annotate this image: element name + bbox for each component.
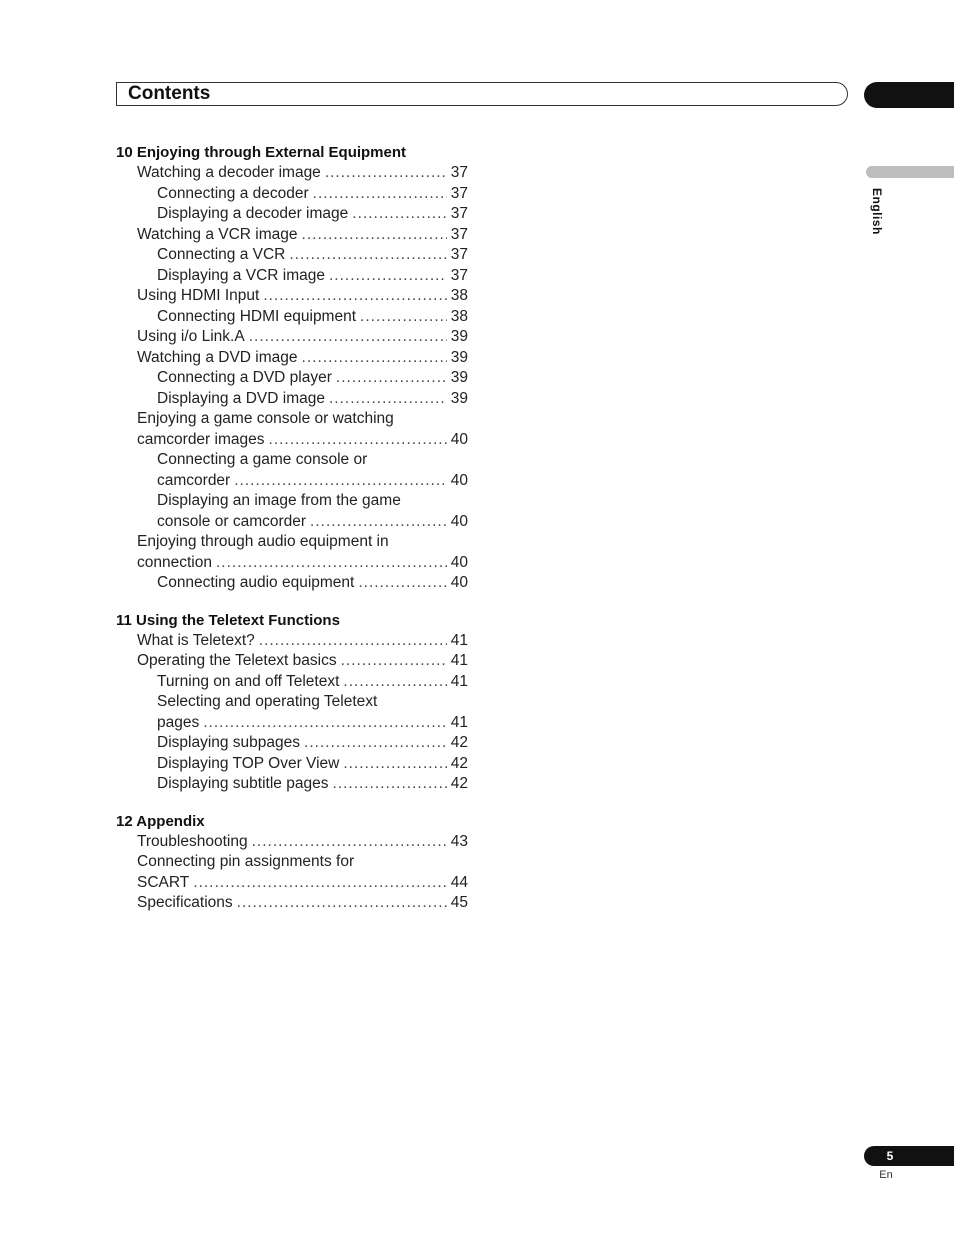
toc-page-number: 37 xyxy=(450,246,468,263)
dot-leader xyxy=(343,672,446,693)
toc-entry-text: Using HDMI Input xyxy=(137,287,260,304)
toc-entry[interactable] xyxy=(116,389,468,410)
toc-entry-text-line1: Displaying an image from the game xyxy=(157,492,401,509)
toc-entry-text-line1: Connecting pin assignments for xyxy=(137,853,355,870)
toc-entry-text: connection xyxy=(137,553,212,571)
toc-page-number: 38 xyxy=(450,307,468,325)
toc-entry[interactable] xyxy=(116,184,468,205)
toc-entry[interactable] xyxy=(116,754,468,775)
toc-page-number: 42 xyxy=(450,754,468,772)
dot-leader xyxy=(329,389,447,410)
dot-leader xyxy=(216,553,447,574)
dot-leader xyxy=(360,307,447,328)
toc-entry-text: SCART xyxy=(137,873,190,891)
header-bar xyxy=(116,82,848,106)
toc-entry-text: console or camcorder xyxy=(157,512,307,530)
toc-page-number: 39 xyxy=(450,328,468,345)
toc-page-number: 40 xyxy=(450,553,468,571)
dot-leader xyxy=(193,873,446,894)
language-tab xyxy=(866,166,954,178)
dot-leader xyxy=(302,225,447,246)
toc-entry-text: Watching a decoder image xyxy=(137,164,321,181)
toc-entry-text-line1: Selecting and operating Teletext xyxy=(157,693,378,710)
toc-page-number: 40 xyxy=(450,512,468,530)
toc-entry[interactable] xyxy=(116,450,468,491)
toc-entry-text: Specifications xyxy=(137,894,233,911)
toc-page-number: 45 xyxy=(450,894,468,911)
toc-entry-text: Connecting a decoder xyxy=(157,184,309,202)
toc-page-number: 42 xyxy=(450,775,468,792)
toc-page-number: 37 xyxy=(450,184,468,202)
toc-entry-text: Displaying subtitle pages xyxy=(157,775,329,792)
toc-entry[interactable] xyxy=(116,672,468,693)
toc-entry-text: Turning on and off Teletext xyxy=(157,672,340,690)
toc-entry-text: Connecting audio equipment xyxy=(157,574,355,591)
toc-entry-text: camcorder images xyxy=(137,430,265,448)
toc-page-number: 41 xyxy=(450,652,468,669)
toc-entry[interactable] xyxy=(116,204,468,225)
toc-entry[interactable] xyxy=(116,692,468,733)
toc-page-number: 38 xyxy=(450,287,468,304)
toc-page-number: 37 xyxy=(450,225,468,243)
toc-entry[interactable] xyxy=(116,491,468,532)
toc-entry-text: pages xyxy=(157,713,200,731)
toc-entry[interactable] xyxy=(116,286,468,307)
language-label: English xyxy=(870,188,884,235)
toc-entry[interactable] xyxy=(116,368,468,389)
dot-leader xyxy=(343,754,446,775)
page-title: Contents xyxy=(128,83,211,104)
dot-leader xyxy=(358,573,446,594)
toc-entry[interactable] xyxy=(116,631,468,652)
toc-page-number: 40 xyxy=(450,430,468,448)
toc-page-number: 41 xyxy=(450,672,468,690)
toc-entry-text: What is Teletext? xyxy=(137,631,255,649)
dot-leader xyxy=(234,471,447,492)
section-title: 11 Using the Teletext Functions xyxy=(116,611,340,629)
toc-section xyxy=(116,812,468,914)
toc-entry[interactable] xyxy=(116,409,468,450)
toc-section xyxy=(116,143,468,594)
toc-page-number: 41 xyxy=(450,713,468,731)
toc-entry[interactable] xyxy=(116,774,468,795)
toc-entry-text: Displaying a VCR image xyxy=(157,266,325,284)
dot-leader xyxy=(269,430,447,451)
dot-leader xyxy=(237,893,447,914)
toc-entry-text: Operating the Teletext basics xyxy=(137,652,337,669)
toc-page-number: 39 xyxy=(450,348,468,366)
dot-leader xyxy=(249,327,447,348)
toc-page-number: 44 xyxy=(450,873,468,891)
toc-page-number: 41 xyxy=(450,631,468,649)
dot-leader xyxy=(302,348,447,369)
header-tab xyxy=(864,82,954,108)
toc-entry-text: Using i/o Link.A xyxy=(137,328,245,345)
dot-leader xyxy=(252,832,447,853)
dot-leader xyxy=(341,651,447,672)
toc-page-number: 37 xyxy=(450,205,468,222)
toc-page-number: 43 xyxy=(450,832,468,850)
toc-page-number: 39 xyxy=(450,389,468,407)
dot-leader xyxy=(310,512,447,533)
toc-page-number: 37 xyxy=(450,164,468,181)
toc-page-number: 42 xyxy=(450,734,468,751)
toc-entry[interactable] xyxy=(116,532,468,573)
toc-entry-text: camcorder xyxy=(157,471,231,489)
toc-page-number: 39 xyxy=(450,369,468,386)
toc-entry[interactable] xyxy=(116,245,468,266)
toc-entry[interactable] xyxy=(116,266,468,287)
dot-leader xyxy=(289,245,446,266)
toc-entry[interactable] xyxy=(116,163,468,184)
dot-leader xyxy=(325,163,447,184)
dot-leader xyxy=(263,286,446,307)
toc-entry[interactable] xyxy=(116,832,468,853)
toc-section xyxy=(116,611,468,795)
toc-entry-text: Watching a DVD image xyxy=(137,348,298,366)
toc-entry[interactable] xyxy=(116,573,468,594)
dot-leader xyxy=(203,713,447,734)
section-title: 10 Enjoying through External Equipment xyxy=(116,144,407,161)
toc-entry-text: Connecting a VCR xyxy=(157,246,286,263)
toc-entry[interactable] xyxy=(116,852,468,893)
toc-entry[interactable] xyxy=(116,307,468,328)
toc-entry[interactable] xyxy=(116,348,468,369)
toc-page-number: 40 xyxy=(450,471,468,489)
dot-leader xyxy=(329,266,447,287)
toc-entry[interactable] xyxy=(116,733,468,754)
toc-entry-text: Displaying subpages xyxy=(157,734,301,751)
toc-entry[interactable] xyxy=(116,893,468,914)
toc-entry-text: Displaying a DVD image xyxy=(157,389,325,407)
toc-entry[interactable] xyxy=(116,651,468,672)
toc-entry-text: Connecting HDMI equipment xyxy=(157,307,357,325)
section-title: 12 Appendix xyxy=(116,812,205,830)
toc-entry-text-line1: Connecting a game console or xyxy=(157,451,368,468)
toc-entry-text: Connecting a DVD player xyxy=(157,369,332,386)
toc-entry-text: Watching a VCR image xyxy=(137,225,298,243)
page-number-tab xyxy=(864,1146,954,1166)
dot-leader xyxy=(313,184,447,205)
page-language-code: En xyxy=(879,1169,893,1181)
dot-leader xyxy=(352,204,446,225)
toc-page-number: 40 xyxy=(450,574,468,591)
toc-entry-text-line1: Enjoying through audio equipment in xyxy=(137,533,389,550)
table-of-contents xyxy=(116,143,468,931)
toc-entry-text: Displaying TOP Over View xyxy=(157,754,340,772)
dot-leader xyxy=(336,368,447,389)
toc-entry-text-line1: Enjoying a game console or watching xyxy=(137,410,394,427)
dot-leader xyxy=(259,631,447,652)
dot-leader xyxy=(332,774,446,795)
toc-entry-text: Troubleshooting xyxy=(137,832,248,850)
dot-leader xyxy=(304,733,447,754)
toc-entry[interactable] xyxy=(116,225,468,246)
toc-entry[interactable] xyxy=(116,327,468,348)
toc-entry-text: Displaying a decoder image xyxy=(157,205,349,222)
toc-page-number: 37 xyxy=(450,266,468,284)
page-number: 5 xyxy=(886,1149,894,1163)
